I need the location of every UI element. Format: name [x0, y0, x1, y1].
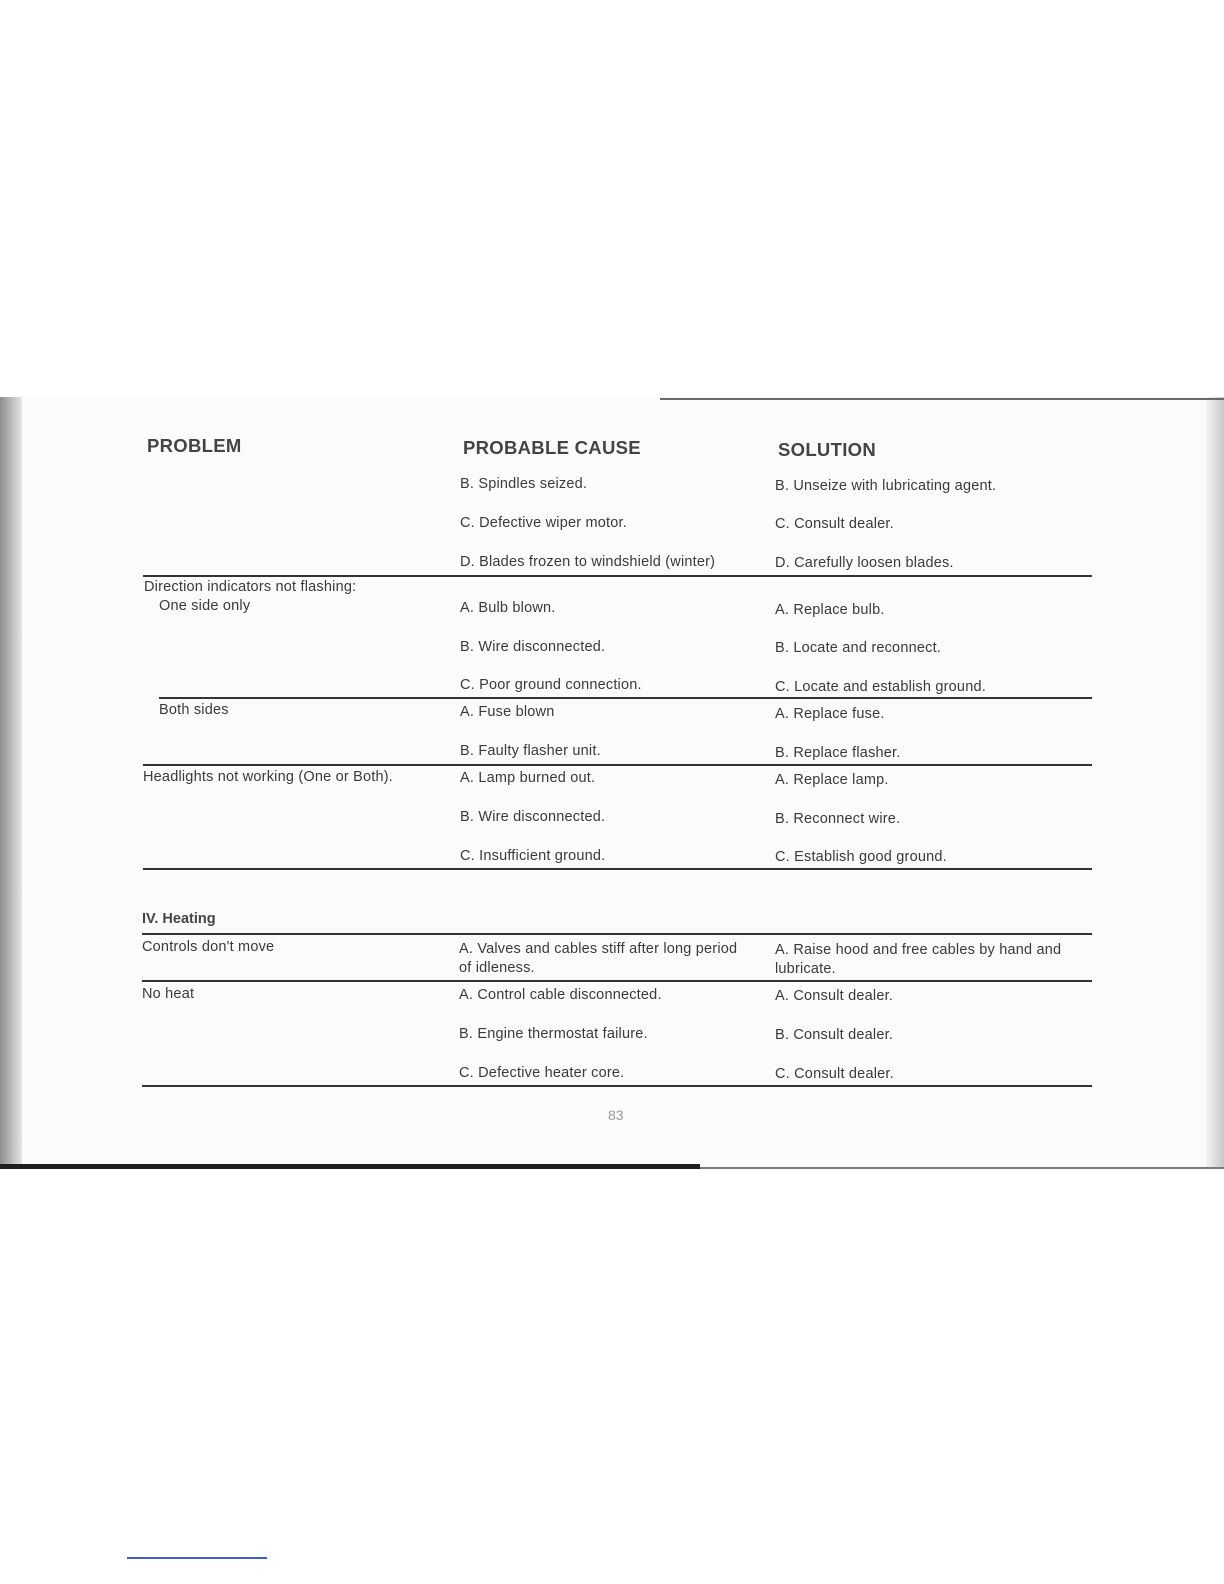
solution-item: A. Replace lamp. — [775, 772, 889, 788]
problem-sublabel: One side only — [159, 598, 251, 614]
problem-sublabel: Both sides — [159, 702, 229, 718]
cause-item: B. Wire disconnected. — [460, 809, 606, 825]
cause-item: B. Wire disconnected. — [460, 639, 606, 655]
header-problem: PROBLEM — [147, 435, 242, 456]
solution-item: A. Replace fuse. — [775, 706, 885, 722]
cause-item: B. Faulty flasher unit. — [460, 743, 601, 759]
solution-item: C. Establish good ground. — [775, 849, 947, 865]
problem-label: Headlights not working (One or Both). — [143, 769, 393, 785]
cause-item: C. Poor ground connection. — [460, 677, 642, 693]
problem-label: Controls don't move — [142, 939, 275, 955]
problem-label: No heat — [142, 986, 195, 1002]
cause-item: C. Defective wiper motor. — [460, 515, 627, 531]
page-bottom-edge — [0, 1164, 700, 1169]
section-divider — [142, 933, 1092, 935]
header-solution: SOLUTION — [778, 439, 876, 460]
row-divider — [159, 697, 1092, 699]
book-edge-right — [1206, 397, 1224, 1169]
cause-item: C. Insufficient ground. — [460, 848, 606, 864]
cause-item-continued: of idleness. — [459, 960, 535, 976]
solution-item: B. Replace flasher. — [775, 745, 901, 761]
book-spine-shadow-left — [0, 397, 22, 1169]
solution-item: C. Consult dealer. — [775, 516, 894, 532]
solution-item: B. Locate and reconnect. — [775, 640, 942, 656]
cause-item: A. Fuse blown — [460, 704, 555, 720]
cause-item: A. Bulb blown. — [460, 600, 556, 616]
solution-item: D. Carefully loosen blades. — [775, 555, 954, 571]
solution-item: A. Consult dealer. — [775, 988, 894, 1004]
solution-item: B. Consult dealer. — [775, 1027, 894, 1043]
page-bottom-edge-right — [700, 1167, 1224, 1169]
solution-item: B. Reconnect wire. — [775, 811, 901, 827]
solution-item-continued: lubricate. — [775, 961, 836, 977]
solution-item: C. Consult dealer. — [775, 1066, 894, 1082]
row-divider — [143, 575, 1092, 577]
solution-item: A. Raise hood and free cables by hand and — [775, 942, 1062, 958]
row-divider — [142, 980, 1092, 982]
cause-item: A. Lamp burned out. — [460, 770, 596, 786]
header-probable-cause: PROBABLE CAUSE — [463, 437, 641, 458]
section-title: IV. Heating — [142, 911, 216, 927]
cause-item: A. Valves and cables stiff after long period — [459, 941, 738, 957]
cause-item: D. Blades frozen to windshield (winter) — [460, 554, 716, 570]
solution-item: A. Replace bulb. — [775, 602, 885, 618]
cause-item: B. Spindles seized. — [460, 476, 588, 492]
row-divider — [142, 1085, 1092, 1087]
page-top-edge — [660, 398, 1224, 400]
cause-item: B. Engine thermostat failure. — [459, 1026, 648, 1042]
cause-item: C. Defective heater core. — [459, 1065, 625, 1081]
solution-item: C. Locate and establish ground. — [775, 679, 986, 695]
page-number: 83 — [608, 1107, 624, 1123]
scan-blue-mark — [127, 1557, 267, 1559]
row-divider — [143, 868, 1092, 870]
problem-label: Direction indicators not flashing: — [144, 579, 357, 595]
solution-item: B. Unseize with lubricating agent. — [775, 478, 997, 494]
row-divider — [143, 764, 1092, 766]
cause-item: A. Control cable disconnected. — [459, 987, 662, 1003]
